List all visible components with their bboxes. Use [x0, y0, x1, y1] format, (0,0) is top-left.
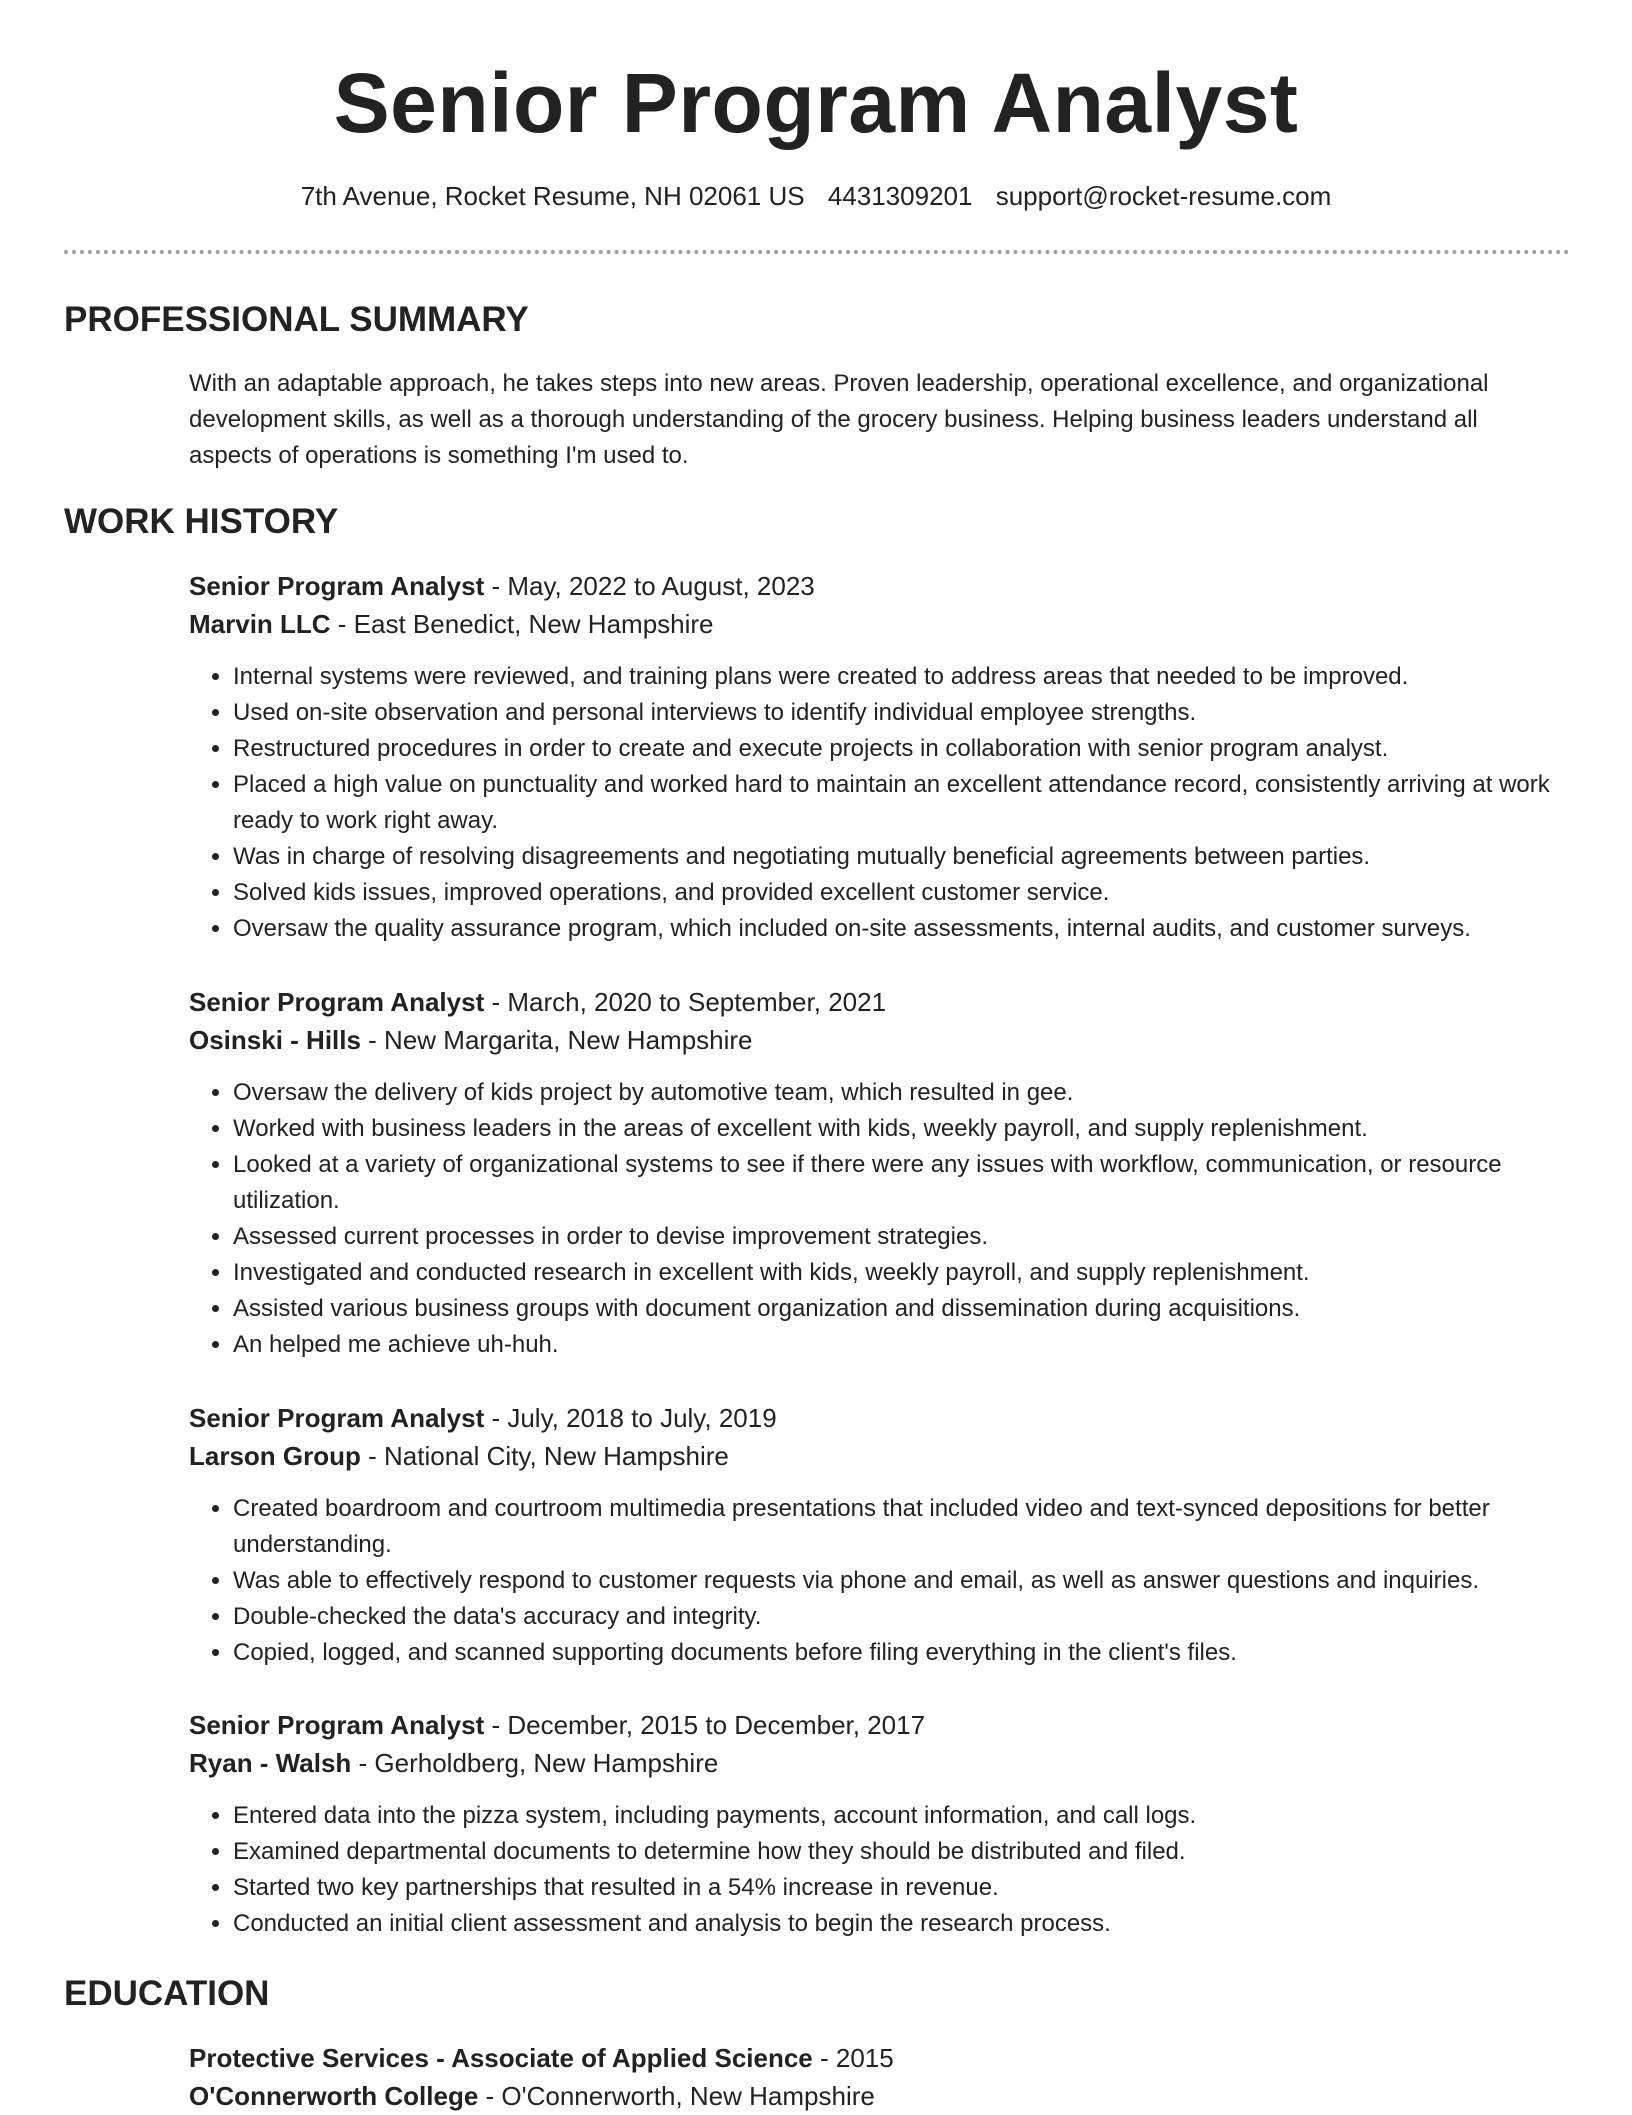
phone: 4431309201	[827, 181, 973, 211]
job-location: - Gerholdberg, New Hampshire	[351, 1748, 719, 1778]
job-dates: - March, 2020 to September, 2021	[484, 987, 887, 1017]
job-bullet: • Conducted an initial client assessment and analysis to begin the research process.	[233, 1906, 1569, 1942]
education-degree-line	[189, 2039, 1569, 2077]
job-company: Larson Group	[189, 1441, 361, 1471]
job-role: Senior Program Analyst	[189, 1710, 485, 1740]
job-bullet: • Double-checked the data's accuracy and integrity.	[233, 1599, 1569, 1635]
job-bullets	[189, 1491, 1569, 1671]
job-entry	[189, 983, 1569, 1363]
job-bullet: • An helped me achieve uh-huh.	[233, 1327, 1569, 1363]
job-entry	[189, 1399, 1569, 1671]
job-role: Senior Program Analyst	[189, 987, 485, 1017]
job-bullet: • Investigated and conducted research in excellent with kids, weekly payroll, and supply replenishment.	[233, 1255, 1569, 1291]
job-bullet: • Assisted various business groups with document organization and dissemination during acquisitions.	[233, 1291, 1569, 1327]
job-dates: - July, 2018 to July, 2019	[484, 1403, 777, 1433]
job-bullet: • Examined departmental documents to determine how they should be distributed and filed.	[233, 1834, 1569, 1870]
work-history-heading: WORK HISTORY	[64, 502, 339, 541]
header-divider	[64, 250, 1570, 254]
job-bullet: • Restructured procedures in order to create and execute projects in collaboration with senior program analyst.	[233, 731, 1569, 767]
job-bullet: • Created boardroom and courtroom multimedia presentations that included video and text-synced depositions for better understanding.	[233, 1491, 1569, 1563]
address: 7th Avenue, Rocket Resume, NH 02061 US	[300, 181, 805, 211]
education-location: - O'Connerworth, New Hampshire	[478, 2081, 875, 2111]
job-location: - East Benedict, New Hampshire	[330, 609, 714, 639]
job-bullet: • Internal systems were reviewed, and training plans were created to address areas that needed to be improved.	[233, 659, 1569, 695]
candidate-name: Senior Program Analyst	[333, 56, 1299, 150]
job-company: Marvin LLC	[189, 609, 331, 639]
job-role: Senior Program Analyst	[189, 1403, 485, 1433]
job-title-line	[189, 1399, 1569, 1437]
education-entry	[189, 2039, 1569, 2115]
job-bullet: • Was in charge of resolving disagreements and negotiating mutually beneficial agreements between parties.	[233, 839, 1569, 875]
education-heading: EDUCATION	[64, 1974, 270, 2013]
job-bullet: • Was able to effectively respond to customer requests via phone and email, as well as answer questions and inquiries.	[233, 1563, 1569, 1599]
job-bullet: • Started two key partnerships that resulted in a 54% increase in revenue.	[233, 1870, 1569, 1906]
job-location: - National City, New Hampshire	[360, 1441, 729, 1471]
job-dates: - December, 2015 to December, 2017	[484, 1710, 926, 1740]
job-bullet: • Placed a high value on punctuality and worked hard to maintain an excellent attendance record, consistently arriving at work ready to work right away.	[233, 767, 1569, 839]
education-year: - 2015	[812, 2043, 894, 2073]
summary-text: With an adaptable approach, he takes steps into new areas. Proven leadership, operational excellence, and organizational development skills, as well as a thorough understanding of the grocery business. Helping business leaders understand all aspects of operations is something I'm used to.	[189, 370, 1489, 469]
job-bullet: • Solved kids issues, improved operations, and provided excellent customer service.	[233, 875, 1569, 911]
job-bullet: • Used on-site observation and personal interviews to identify individual employee strengths.	[233, 695, 1569, 731]
job-company-line	[189, 1021, 1569, 1059]
job-bullet: • Assessed current processes in order to devise improvement strategies.	[233, 1219, 1569, 1255]
job-bullets	[189, 659, 1569, 947]
job-entry	[189, 1706, 1569, 1942]
job-bullet: • Entered data into the pizza system, including payments, account information, and call logs.	[233, 1798, 1569, 1834]
job-bullet: • Oversaw the delivery of kids project by automotive team, which resulted in gee.	[233, 1075, 1569, 1111]
job-company: Ryan - Walsh	[189, 1748, 352, 1778]
job-title-line	[189, 567, 1569, 605]
summary-heading: PROFESSIONAL SUMMARY	[64, 300, 529, 339]
contact-line	[0, 181, 1632, 212]
job-bullet: • Looked at a variety of organizational systems to see if there were any issues with workflow, communication, or resource utilization.	[233, 1147, 1569, 1219]
job-bullets	[189, 1798, 1569, 1942]
job-company-line	[189, 1744, 1569, 1782]
job-bullet: • Oversaw the quality assurance program, which included on-site assessments, internal audits, and customer surveys.	[233, 911, 1569, 947]
job-bullet: • Worked with business leaders in the areas of excellent with kids, weekly payroll, and supply replenishment.	[233, 1111, 1569, 1147]
education-school-line	[189, 2077, 1569, 2115]
job-role: Senior Program Analyst	[189, 571, 485, 601]
job-company: Osinski - Hills	[189, 1025, 361, 1055]
education-school: O'Connerworth College	[189, 2081, 479, 2111]
job-title-line	[189, 983, 1569, 1021]
job-title-line	[189, 1706, 1569, 1744]
job-entry	[189, 567, 1569, 947]
job-bullet: • Copied, logged, and scanned supporting documents before filing everything in the client's files.	[233, 1635, 1569, 1671]
job-company-line	[189, 1437, 1569, 1475]
job-location: - New Margarita, New Hampshire	[360, 1025, 753, 1055]
email: support@rocket-resume.com	[995, 181, 1332, 211]
job-company-line	[189, 605, 1569, 643]
job-dates: - May, 2022 to August, 2023	[484, 571, 815, 601]
education-degree: Protective Services - Associate of Applied Science	[189, 2043, 813, 2073]
job-bullets	[189, 1075, 1569, 1363]
